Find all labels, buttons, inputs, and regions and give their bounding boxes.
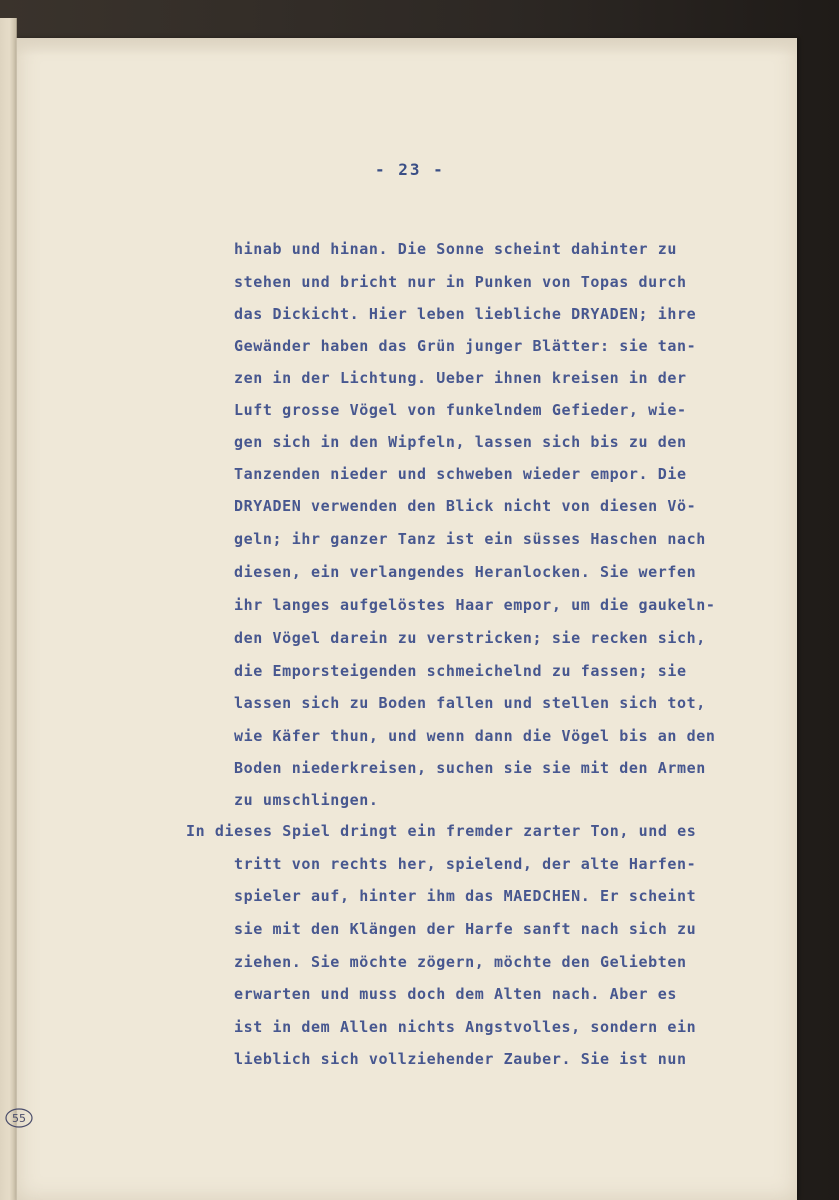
text-line: gen sich in den Wipfeln, lassen sich bis zu den [234,433,687,451]
text-line: zu umschlingen. [234,791,379,809]
text-line: ist in dem Allen nichts Angstvolles, sondern ein [234,1018,697,1036]
text-line: stehen und bricht nur in Punken von Topas durch [234,273,687,291]
text-line: ziehen. Sie möchte zögern, möchte den Geliebten [234,953,687,971]
text-line: erwarten und muss doch dem Alten nach. Aber es [234,985,678,1003]
text-line: das Dickicht. Hier leben liebliche DRYADEN; ihre [234,305,697,323]
text-line: zen in der Lichtung. Ueber ihnen kreisen in der [234,369,687,387]
text-line: den Vögel darein zu verstricken; sie recken sich, [234,629,706,647]
text-line: ihr langes aufgelöstes Haar empor, um die gaukeln- [234,596,716,614]
left-page-edge [0,18,17,1200]
handwritten-margin-number [4,1107,34,1129]
text-line: geln; ihr ganzer Tanz ist ein süsses Haschen nach [234,530,706,548]
text-line: lieblich sich vollziehender Zauber. Sie ist nun [234,1050,687,1068]
page-number: - 23 - [375,160,445,179]
text-line: Luft grosse Vögel von funkelndem Gefieder, wie- [234,401,687,419]
text-line: sie mit den Klängen der Harfe sanft nach sich zu [234,920,697,938]
text-line: In dieses Spiel dringt ein fremder zarter Ton, und es [186,822,697,840]
text-line: die Emporsteigenden schmeichelnd zu fassen; sie [234,662,687,680]
text-line: wie Käfer thun, und wenn dann die Vögel bis an den [234,727,716,745]
text-line: hinab und hinan. Die Sonne scheint dahinter zu [234,240,678,258]
text-line: tritt von rechts her, spielend, der alte Harfen- [234,855,697,873]
text-line: diesen, ein verlangendes Heranlocken. Sie werfen [234,563,697,581]
text-line: Tanzenden nieder und schweben wieder empor. Die [234,465,687,483]
text-line: Boden niederkreisen, suchen sie sie mit den Armen [234,759,706,777]
text-line: lassen sich zu Boden fallen und stellen sich tot, [234,694,706,712]
text-line: DRYADEN verwenden den Blick nicht von diesen Vö- [234,497,697,515]
text-line: spieler auf, hinter ihm das MAEDCHEN. Er scheint [234,887,697,905]
text-line: Gewänder haben das Grün junger Blätter: sie tan- [234,337,697,355]
margin-note-text: 55 [12,1112,26,1125]
